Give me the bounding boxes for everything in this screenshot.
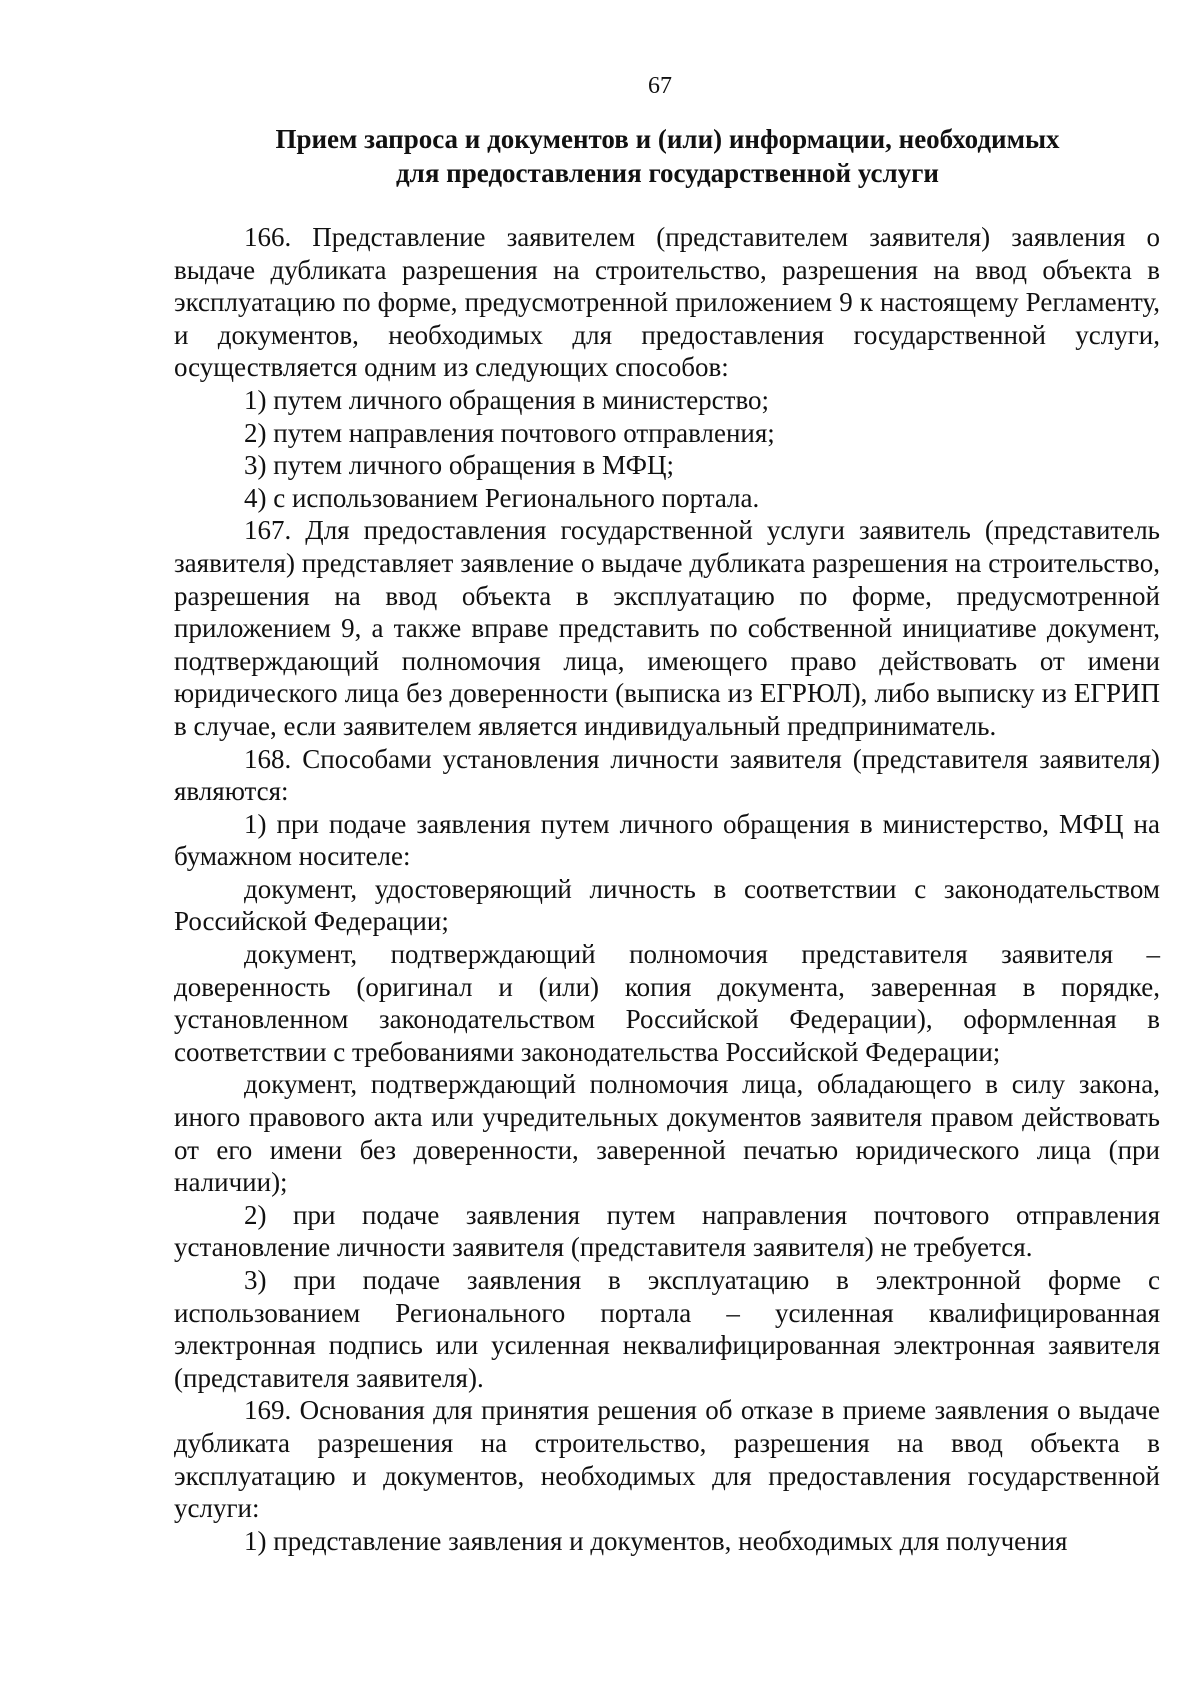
submission-method-1: 1) путем личного обращения в министерство; bbox=[244, 384, 770, 415]
submission-method-2: 2) путем направления почтового отправления; bbox=[244, 417, 775, 448]
identity-document-item: документ, удостоверяющий личность в соответствии с законодательством Российской Федерации; bbox=[174, 873, 1160, 937]
paragraph-167: 167. Для предоставления государственной услуги заявитель (представитель заявителя) представляет заявление о выдаче дубликата разрешения на строительство, разрешения на ввод объекта в эксплуатацию по форме, предусмотренной приложением 9, а также вправе представить по собственной инициативе документ, подтверждающий полномочия лица, имеющего право действовать от имени юридического лица без доверенности (выписка из ЕГРЮЛ), либо выписку из ЕГРИП в случае, если заявителем является индивидуальный предприниматель. bbox=[174, 515, 1160, 741]
submission-method-3: 3) путем личного обращения в МФЦ; bbox=[244, 450, 674, 481]
identity-method-1: 1) при подаче заявления путем личного обращения в министерство, МФЦ на бумажном носителе: bbox=[174, 808, 1160, 872]
refusal-ground-1: 1) представление заявления и документов, необходимых для получения bbox=[244, 1525, 1068, 1556]
identity-method-2: 2) при подаче заявления путем направления почтового отправления установление личности заявителя (представителя заявителя) не требуется. bbox=[174, 1199, 1160, 1263]
section-heading bbox=[175, 122, 1160, 190]
identity-method-3: 3) при подаче заявления в эксплуатацию в электронной форме с использованием Регионального портала – усиленная квалифицированная электронная подпись или усиленная неквалифицированная электронная заявителя (представителя заявителя). bbox=[174, 1265, 1160, 1393]
legal-entity-authority-document-item: документ, подтверждающий полномочия лица, обладающего в силу закона, иного правового акта или учредительных документов заявителя правом действовать от его имени без доверенности, заверенной печатью юридического лица (при наличии); bbox=[174, 1069, 1160, 1198]
document-body bbox=[174, 221, 1160, 1557]
representative-authority-document-item: документ, подтверждающий полномочия представителя заявителя – доверенность (оригинал и (или) копия документа, заверенная в порядке, установленном законодательством Российской Федерации), оформленная в соответствии с требованиями законодательства Российской Федерации; bbox=[174, 939, 1160, 1067]
submission-method-4: 4) с использованием Регионального портала. bbox=[244, 482, 760, 513]
section-heading-line-2: для предоставления государственной услуги bbox=[396, 158, 939, 188]
paragraph-169: 169. Основания для принятия решения об отказе в приеме заявления о выдаче дубликата разрешения на строительство, разрешения на ввод объекта в эксплуатацию и документов, необходимых для предоставления государственной услуги: bbox=[174, 1395, 1160, 1524]
page-number: 67 bbox=[648, 73, 672, 99]
paragraph-166: 166. Представление заявителем (представителем заявителя) заявления о выдаче дубликата разрешения на строительство, разрешения на ввод объекта в эксплуатацию по форме, предусмотренной приложением 9 к настоящему Регламенту, и документов, необходимых для предоставления государственной услуги, осуществляется одним из следующих способов: bbox=[174, 222, 1160, 383]
paragraph-168: 168. Способами установления личности заявителя (представителя заявителя) являются: bbox=[174, 743, 1160, 807]
section-heading-line-1: Прием запроса и документов и (или) информации, необходимых bbox=[275, 124, 1060, 154]
